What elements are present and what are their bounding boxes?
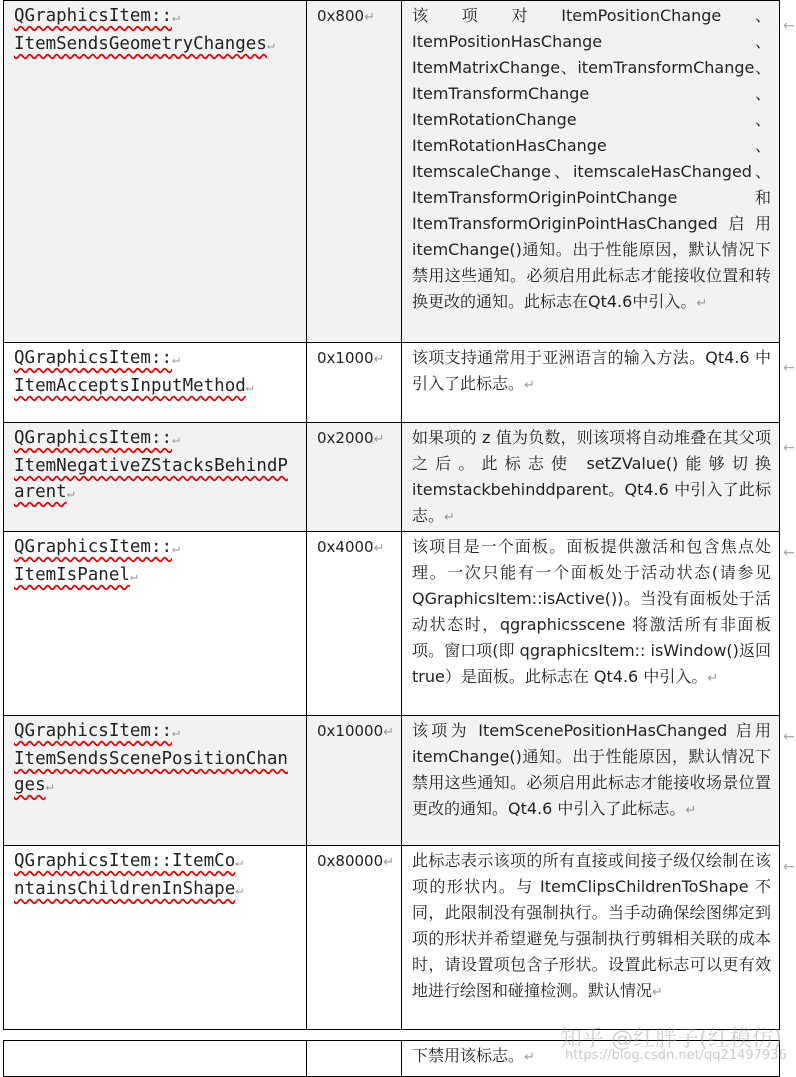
flag-description: 该项支持通常用于亚洲语言的输入方法。Qt4.6 中引入了此标志。↵ (402, 343, 780, 423)
table-row: 下禁用该标志。↵ (4, 1041, 780, 1077)
flag-name: QGraphicsItem::↵ ItemIsPanel↵ (4, 532, 307, 716)
watermark-url: https://blog.csdn.net/qq21497936 (565, 1048, 787, 1063)
table-row (4, 1, 780, 343)
row-end-mark-icon: ← (783, 859, 795, 875)
flag-name: QGraphicsItem::ItemCo↵ ntainsChildrenInShape↵ (4, 846, 307, 1030)
flag-name: QGraphicsItem::↵ ItemAcceptsInputMethod↵ (4, 343, 307, 423)
flag-description: 该项目是一个面板。面板提供激活和包含焦点处理。一次只能有一个面板处于活动状态(请参见 QGraphicsItem::isActive())。当没有面板处于活动状态时，qgraphicsscene 将激活所有非面板项。窗口项(即 qgraphicsItem:: isWindow()返回 true）是面板。此标志在 Qt4.6 中引入。↵ (402, 532, 780, 716)
row-end-mark-icon: ← (783, 18, 795, 34)
table-row (4, 343, 780, 423)
table-row (4, 423, 780, 532)
flag-name: QGraphicsItem::↵ ItemSendsGeometryChanges↵ (4, 1, 307, 343)
row-end-mark-icon: ← (783, 729, 795, 745)
flag-name: QGraphicsItem::↵ ItemSendsScenePositionChanges↵ (4, 716, 307, 846)
flag-description: 如果项的 z 值为负数，则该项将自动堆叠在其父项之后。此标志使 setZValue()能够切换 itemstackbehinddparent。Qt4.6 中引入了此标志。↵ (402, 423, 780, 532)
row-end-mark-icon: ← (783, 545, 795, 561)
flag-value: 0x800↵ (307, 1, 402, 343)
table-row (4, 846, 780, 1030)
flag-description: 该项为 ItemScenePositionHasChanged 启用 itemChange()通知。出于性能原因，默认情况下禁用这些通知。必须启用此标志才能接收场景位置更改的通知。Qt4.6 中引入了此标志。↵ (402, 716, 780, 846)
table-row (4, 716, 780, 846)
flag-value: 0x4000↵ (307, 532, 402, 716)
flag-name: QGraphicsItem::↵ ItemNegativeZStacksBehindParent↵ (4, 423, 307, 532)
watermark: 知乎 @红胖子(红模仿) (560, 1027, 783, 1052)
table-row (4, 532, 780, 716)
flag-value: 0x10000↵ (307, 716, 402, 846)
flag-value: 0x2000↵ (307, 423, 402, 532)
row-end-mark-icon: ← (783, 440, 795, 456)
row-end-mark-icon: ← (783, 360, 795, 376)
flag-description: 此标志表示该项的所有直接或间接子级仅绘制在该项的形状内。与 ItemClipsChildrenToShape 不同，此限制没有强制执行。当手动确保绘图绑定到项的形状并希望避免与强制执行剪辑相关联的成本时，请设置项包含子形状。设置此标志可以更有效地进行绘图和碰撞检测。默认情况↵ (402, 846, 780, 1030)
flag-value: 0x80000↵ (307, 846, 402, 1030)
flags-table (3, 0, 780, 1030)
flag-description: 该项对ItemPositionChange、ItemPositionHasChange、ItemMatrixChange、itemTransformChange、ItemTransformChange、ItemRotationChange、ItemRotationHasChange、ItemscaleChange、itemscaleHasChanged、ItemTransformOriginPointChange和ItemTransformOriginPointHasChanged启用itemChange()通知。出于性能原因，默认情况下禁用这些通知。必须启用此标志才能接收位置和转换更改的通知。此标志在Qt4.6中引入。↵ (402, 1, 780, 343)
description: 下禁用该标志。 (412, 1046, 525, 1065)
flag-value: 0x1000↵ (307, 343, 402, 423)
